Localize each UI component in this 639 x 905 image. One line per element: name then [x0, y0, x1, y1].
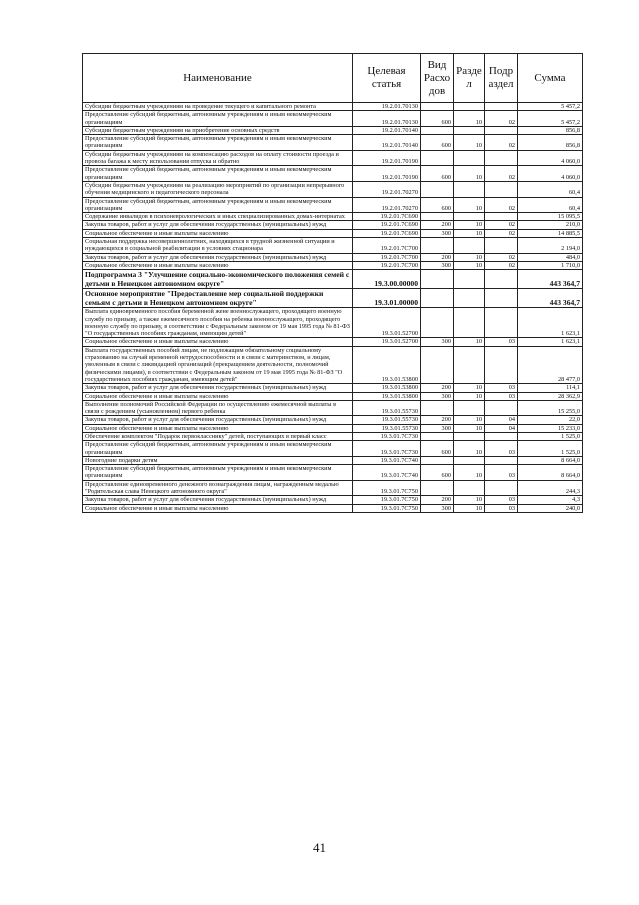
- row-name: Предоставление субсидий бюджетным, автономным учреждениям и иным некоммерческим организациям: [83, 166, 353, 182]
- row-subsection: [485, 308, 518, 338]
- row-expense-type: [421, 289, 454, 308]
- row-subsection: [485, 126, 518, 134]
- budget-table: [82, 53, 583, 513]
- row-sum: 1 525,0: [518, 441, 583, 457]
- row-target-article: 19.3.01.53800: [353, 384, 421, 392]
- table-row: [83, 441, 583, 457]
- row-name: Предоставление единовременного денежного вознаграждения лицам, награжденным медалью "Родительская слава Ненецкого автономного округа": [83, 480, 353, 496]
- row-sum: 28 477,0: [518, 346, 583, 383]
- row-target-article: 19.2.01.70270: [353, 181, 421, 197]
- row-section: 10: [454, 261, 485, 269]
- row-name: Основное мероприятие "Предоставление мер социальной поддержки семьям с детьми в Ненецком автономном округе": [83, 289, 353, 308]
- row-subsection: [485, 270, 518, 289]
- table-row: [83, 238, 583, 254]
- row-expense-type: [421, 150, 454, 166]
- row-section: 10: [454, 135, 485, 151]
- row-section: [454, 346, 485, 383]
- row-sum: 4 060,0: [518, 150, 583, 166]
- row-target-article: 19.3.01.7С740: [353, 456, 421, 464]
- row-section: 10: [454, 392, 485, 400]
- table-row: [83, 456, 583, 464]
- table-row: [83, 181, 583, 197]
- row-subsection: [485, 103, 518, 111]
- row-expense-type: [421, 480, 454, 496]
- table-row: [83, 480, 583, 496]
- row-section: 10: [454, 424, 485, 432]
- header-target-article: Целевая статья: [353, 54, 421, 103]
- row-subsection: 03: [485, 392, 518, 400]
- row-expense-type: 300: [421, 392, 454, 400]
- row-subsection: 03: [485, 384, 518, 392]
- row-name: Социальное обеспечение и иные выплаты населению: [83, 261, 353, 269]
- row-name: Предоставление субсидий бюджетным, автономным учреждениям и иным некоммерческим организациям: [83, 111, 353, 127]
- row-target-article: 19.2.01.7С690: [353, 221, 421, 229]
- row-sum: 1 710,0: [518, 261, 583, 269]
- row-subsection: [485, 289, 518, 308]
- row-name: Содержание инвалидов в психоневрологических и иных специализированных домах-интернатах: [83, 213, 353, 221]
- row-expense-type: [421, 456, 454, 464]
- row-subsection: 03: [485, 465, 518, 481]
- row-section: [454, 432, 485, 440]
- row-name: Предоставление субсидий бюджетным, автономным учреждениям и иным некоммерческим организациям: [83, 441, 353, 457]
- table-body: [83, 103, 583, 513]
- row-subsection: 03: [485, 504, 518, 512]
- row-section: 10: [454, 496, 485, 504]
- table-row: [83, 416, 583, 424]
- row-section: 10: [454, 197, 485, 213]
- row-target-article: 19.3.01.55730: [353, 416, 421, 424]
- row-expense-type: 300: [421, 338, 454, 346]
- row-expense-type: 600: [421, 135, 454, 151]
- row-target-article: 19.2.01.70190: [353, 166, 421, 182]
- row-subsection: [485, 346, 518, 383]
- row-expense-type: 600: [421, 197, 454, 213]
- row-expense-type: [421, 238, 454, 254]
- table-row: [83, 400, 583, 416]
- row-expense-type: 600: [421, 111, 454, 127]
- row-subsection: [485, 456, 518, 464]
- row-sum: 1 525,0: [518, 432, 583, 440]
- row-name: Выплата единовременного пособия беременной жене военнослужащего, проходящего военную службу по призыву, а также ежемесячного пособия на ребенка военнослужащего, проходящего военную службу по призыву, в соответствии с Федеральным законом от 19 мая 1995 года № 81-ФЗ "О государственных пособиях гражданам, имеющим детей": [83, 308, 353, 338]
- row-expense-type: [421, 213, 454, 221]
- row-section: 10: [454, 166, 485, 182]
- row-name: Предоставление субсидий бюджетным, автономным учреждениям и иным некоммерческим организациям: [83, 135, 353, 151]
- row-target-article: 19.2.01.7С700: [353, 253, 421, 261]
- row-sum: 8 664,0: [518, 465, 583, 481]
- row-sum: 244,3: [518, 480, 583, 496]
- row-name: Субсидии бюджетным учреждениям на приобретение основных средств: [83, 126, 353, 134]
- header-expense-type: Вид Расхо дов: [421, 54, 454, 103]
- header-name: Наименование: [83, 54, 353, 103]
- row-sum: 856,8: [518, 126, 583, 134]
- row-name: Социальное обеспечение и иные выплаты населению: [83, 504, 353, 512]
- row-expense-type: [421, 346, 454, 383]
- table-row: [83, 338, 583, 346]
- row-section: 10: [454, 416, 485, 424]
- row-target-article: 19.3.01.7С750: [353, 496, 421, 504]
- table-row: [83, 229, 583, 237]
- row-target-article: 19.2.01.7С700: [353, 261, 421, 269]
- row-expense-type: 600: [421, 166, 454, 182]
- table-row: [83, 392, 583, 400]
- table-row: [83, 261, 583, 269]
- row-name: Закупка товаров, работ и услуг для обеспечения государственных (муниципальных) нужд: [83, 253, 353, 261]
- row-name: Субсидии бюджетным учреждениям на проведение текущего и капитального ремонта: [83, 103, 353, 111]
- row-subsection: [485, 400, 518, 416]
- table-row: [83, 111, 583, 127]
- row-target-article: 19.2.01.7С690: [353, 213, 421, 221]
- table-header-row: [83, 54, 583, 103]
- row-target-article: 19.2.01.7С700: [353, 238, 421, 254]
- row-target-article: 19.3.00.00000: [353, 270, 421, 289]
- table-row: [83, 496, 583, 504]
- row-sum: 14 885,5: [518, 229, 583, 237]
- table-row: [83, 432, 583, 440]
- row-expense-type: [421, 400, 454, 416]
- row-section: 10: [454, 229, 485, 237]
- row-expense-type: 200: [421, 496, 454, 504]
- row-target-article: 19.3.01.7С730: [353, 441, 421, 457]
- row-sum: 114,1: [518, 384, 583, 392]
- row-target-article: 19.3.01.00000: [353, 289, 421, 308]
- table-row: [83, 465, 583, 481]
- row-sum: 60,4: [518, 181, 583, 197]
- row-name: Социальное обеспечение и иные выплаты населению: [83, 229, 353, 237]
- table-row: [83, 166, 583, 182]
- row-expense-type: 600: [421, 465, 454, 481]
- row-subsection: [485, 480, 518, 496]
- row-target-article: 19.3.01.53800: [353, 346, 421, 383]
- row-expense-type: 600: [421, 441, 454, 457]
- row-target-article: 19.3.01.7С730: [353, 432, 421, 440]
- row-target-article: 19.3.01.55730: [353, 424, 421, 432]
- row-subsection: 03: [485, 441, 518, 457]
- row-target-article: 19.3.01.52700: [353, 338, 421, 346]
- row-target-article: 19.3.01.7С740: [353, 465, 421, 481]
- table-row: [83, 213, 583, 221]
- row-sum: 5 457,2: [518, 103, 583, 111]
- row-section: [454, 400, 485, 416]
- row-section: [454, 480, 485, 496]
- row-subsection: 04: [485, 424, 518, 432]
- row-subsection: 02: [485, 253, 518, 261]
- row-name: Субсидии бюджетным учреждениям на компенсацию расходов на оплату стоимости проезда и провоза багажа к месту использования отпуска и обратно: [83, 150, 353, 166]
- row-name: Предоставление субсидий бюджетным, автономным учреждениям и иным некоммерческим организациям: [83, 465, 353, 481]
- table-row: [83, 150, 583, 166]
- table-row: [83, 253, 583, 261]
- row-subsection: [485, 150, 518, 166]
- row-section: [454, 181, 485, 197]
- row-sum: 443 364,7: [518, 289, 583, 308]
- table-row: [83, 135, 583, 151]
- row-subsection: 02: [485, 135, 518, 151]
- row-section: [454, 456, 485, 464]
- row-section: [454, 126, 485, 134]
- row-sum: 484,0: [518, 253, 583, 261]
- table-row: [83, 308, 583, 338]
- row-subsection: 02: [485, 221, 518, 229]
- row-expense-type: 300: [421, 229, 454, 237]
- row-expense-type: 200: [421, 253, 454, 261]
- row-sum: 2 194,0: [518, 238, 583, 254]
- header-subsection: Подр аздел: [485, 54, 518, 103]
- row-expense-type: [421, 181, 454, 197]
- row-target-article: 19.3.01.52700: [353, 308, 421, 338]
- row-name: Закупка товаров, работ и услуг для обеспечения государственных (муниципальных) нужд: [83, 384, 353, 392]
- row-name: Социальное обеспечение и иные выплаты населению: [83, 338, 353, 346]
- row-sum: 15 095,5: [518, 213, 583, 221]
- row-sum: 60,4: [518, 197, 583, 213]
- row-subsection: 03: [485, 496, 518, 504]
- row-expense-type: [421, 270, 454, 289]
- row-section: 10: [454, 111, 485, 127]
- row-target-article: 19.2.01.70190: [353, 150, 421, 166]
- row-sum: 1 623,1: [518, 338, 583, 346]
- row-sum: 5 457,2: [518, 111, 583, 127]
- row-section: [454, 150, 485, 166]
- row-subsection: [485, 432, 518, 440]
- row-target-article: 19.3.01.55730: [353, 400, 421, 416]
- row-section: 10: [454, 504, 485, 512]
- row-sum: 28 362,9: [518, 392, 583, 400]
- table-row: [83, 103, 583, 111]
- row-name: Социальное обеспечение и иные выплаты населению: [83, 424, 353, 432]
- row-section: [454, 289, 485, 308]
- header-sum: Сумма: [518, 54, 583, 103]
- row-target-article: 19.3.01.7С750: [353, 504, 421, 512]
- row-target-article: 19.2.01.70140: [353, 135, 421, 151]
- row-subsection: 02: [485, 229, 518, 237]
- row-expense-type: 300: [421, 424, 454, 432]
- table-row: [83, 270, 583, 289]
- row-name: Социальная поддержка несовершеннолетних, находящихся в трудной жизненной ситуации и нуждающихся в социальной реабилитации в условиях стационара: [83, 238, 353, 254]
- row-name: Закупка товаров, работ и услуг для обеспечения государственных (муниципальных) нужд: [83, 496, 353, 504]
- row-sum: 4 060,0: [518, 166, 583, 182]
- row-subsection: [485, 213, 518, 221]
- page-number: 41: [313, 840, 326, 855]
- row-sum: 8 664,0: [518, 456, 583, 464]
- row-target-article: 19.2.01.70140: [353, 126, 421, 134]
- row-name: Обеспечение комплектом "Подарок первокласснику" детей, поступающих в первый класс: [83, 432, 353, 440]
- row-expense-type: 200: [421, 416, 454, 424]
- row-subsection: [485, 181, 518, 197]
- table-row: [83, 126, 583, 134]
- row-subsection: 03: [485, 338, 518, 346]
- row-expense-type: 200: [421, 221, 454, 229]
- row-section: 10: [454, 384, 485, 392]
- row-section: 10: [454, 253, 485, 261]
- row-sum: 240,0: [518, 504, 583, 512]
- row-name: Закупка товаров, работ и услуг для обеспечения государственных (муниципальных) нужд: [83, 221, 353, 229]
- table-row: [83, 384, 583, 392]
- row-section: [454, 308, 485, 338]
- row-expense-type: 300: [421, 504, 454, 512]
- row-subsection: 02: [485, 111, 518, 127]
- row-section: 10: [454, 465, 485, 481]
- row-name: Выплата государственных пособий лицам, не подлежащим обязательному социальному страхованию на случай временной нетрудоспособности и в связи с материнством, и лицам, уволенным в связи с ликвидацией организаций (прекращением деятельности, полномочий физическими лицами), в соответствии с Федеральным законом от 19 мая 1995 года № 81-ФЗ "О государственных пособиях гражданам, имеющим детей": [83, 346, 353, 383]
- row-expense-type: [421, 432, 454, 440]
- row-section: 10: [454, 441, 485, 457]
- row-subsection: 02: [485, 261, 518, 269]
- row-target-article: 19.2.01.70130: [353, 111, 421, 127]
- row-name: Социальное обеспечение и иные выплаты населению: [83, 392, 353, 400]
- table-row: [83, 197, 583, 213]
- table-row: [83, 221, 583, 229]
- row-target-article: 19.2.01.70270: [353, 197, 421, 213]
- row-section: 10: [454, 338, 485, 346]
- header-section: Разде л: [454, 54, 485, 103]
- row-sum: 210,0: [518, 221, 583, 229]
- row-expense-type: 200: [421, 384, 454, 392]
- row-sum: 1 623,1: [518, 308, 583, 338]
- row-target-article: 19.3.01.53800: [353, 392, 421, 400]
- row-name: Субсидии бюджетным учреждениям на реализацию мероприятий по организации непрерывного обучения медицинского и педагогического персонала: [83, 181, 353, 197]
- row-sum: 22,0: [518, 416, 583, 424]
- row-name: Предоставление субсидий бюджетным, автономным учреждениям и иным некоммерческим организациям: [83, 197, 353, 213]
- row-section: [454, 103, 485, 111]
- row-subsection: [485, 238, 518, 254]
- row-sum: 15 255,0: [518, 400, 583, 416]
- table-row: [83, 424, 583, 432]
- row-target-article: 19.2.01.7С690: [353, 229, 421, 237]
- row-sum: 443 364,7: [518, 270, 583, 289]
- row-target-article: 19.2.01.70130: [353, 103, 421, 111]
- row-name: Подпрограмма 3 "Улучшение социально-экономического положения семей с детьми в Ненецком автономном округе": [83, 270, 353, 289]
- table-row: [83, 289, 583, 308]
- row-expense-type: [421, 103, 454, 111]
- row-expense-type: [421, 308, 454, 338]
- row-name: Закупка товаров, работ и услуг для обеспечения государственных (муниципальных) нужд: [83, 416, 353, 424]
- row-subsection: 02: [485, 166, 518, 182]
- row-name: Новогодние подарки детям: [83, 456, 353, 464]
- row-section: [454, 213, 485, 221]
- row-sum: 856,8: [518, 135, 583, 151]
- row-expense-type: 300: [421, 261, 454, 269]
- row-expense-type: [421, 126, 454, 134]
- row-name: Выполнение полномочий Российской Федерации по осуществлению ежемесячной выплаты в связи с рождением (усыновлением) первого ребенка: [83, 400, 353, 416]
- row-section: 10: [454, 221, 485, 229]
- row-subsection: 02: [485, 197, 518, 213]
- row-subsection: 04: [485, 416, 518, 424]
- row-target-article: 19.3.01.7С750: [353, 480, 421, 496]
- row-section: [454, 238, 485, 254]
- row-sum: 4,3: [518, 496, 583, 504]
- table-row: [83, 346, 583, 383]
- row-section: [454, 270, 485, 289]
- row-sum: 15 233,0: [518, 424, 583, 432]
- table-row: [83, 504, 583, 512]
